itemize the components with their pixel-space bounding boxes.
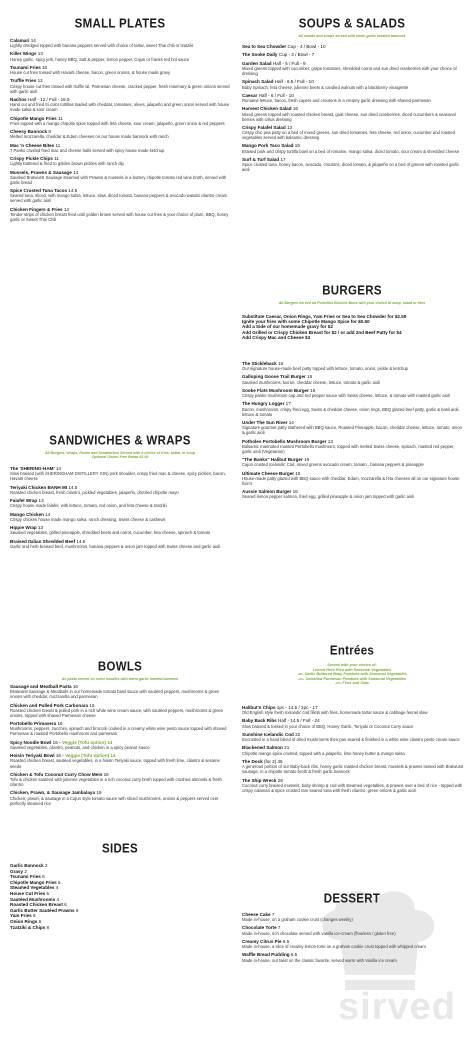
item-price: 16 (103, 771, 109, 777)
item-description: Chicken, prawn, & sausage in a Cajun style tomato sauce with sliced mushrooms, onions & peppers served over perfectly steamed rice (10, 795, 219, 806)
item-price: 16 (292, 489, 298, 495)
item-price: 17 (285, 401, 291, 407)
section-note: All pasta served on rotini noodles with warm garlic toasted bannock (61, 677, 179, 681)
item-description: Spice crusted tuna, honey bacon, avocado, croutons, diced tomato, & jalapeño on a bed of greens with roasted garlic aioli (242, 162, 459, 173)
item-name: Sooke Flats Mushroom Burger (242, 387, 309, 393)
item-name: Chicken Fingers & Fries (10, 206, 63, 212)
menu-item (242, 732, 464, 742)
item-name: The 'SHERING-HAM' (10, 466, 55, 471)
menu-item (242, 61, 464, 76)
menu-item (242, 388, 464, 398)
menu-item (10, 129, 232, 139)
menu-item (10, 116, 232, 126)
item-description: Seared tuna, sliced, with mango salsa, lettuce, slaw, diced tomato, banana peppers & avocado wasabi cilantro cream served with garlic aioli (10, 193, 228, 204)
item-name: The Dock (242, 758, 263, 764)
small-plates-list (8, 38, 232, 225)
entree-side-option: -or- Fries and Slaw (335, 681, 369, 686)
item-name: Spinach Salad (242, 79, 274, 85)
section-title: SOUPS & SALADS (298, 17, 406, 31)
item-price: 14 (288, 420, 294, 426)
menu-item (10, 170, 232, 185)
item-price: 12 (37, 78, 43, 84)
item-name: Mango Pork Taco Salad (242, 143, 294, 149)
item-price: 16 (278, 361, 284, 366)
item-name: Cheesy Bannock (10, 129, 48, 135)
item-price: 15 (294, 143, 300, 149)
item-name: Potholes Portobello Mushroom Burger (242, 438, 327, 444)
item-name: Cheese Cake (242, 912, 271, 917)
item-name: Chicken & Tofu Coconut Curry Chow Mein (10, 771, 103, 777)
item-name: Chipotle Mango Fries (10, 115, 57, 121)
item-name-line: Spicy Noodle Bowl 16 - Veggie (Tofu option) 14 (10, 739, 113, 745)
item-name: Hippie Wrap (10, 525, 37, 531)
item-description: Sautéed mushrooms, bacon, cheddar cheese, lettuce, tomato & garlic aioli (242, 379, 381, 385)
item-price: 16 (307, 374, 313, 380)
item-price: Half - 14.5 / Full - 24 (278, 718, 320, 724)
item-price: 7 (271, 912, 275, 917)
item-price: 6 (42, 874, 45, 880)
soups-section (240, 18, 464, 38)
item-name: Chocolate Torte (242, 925, 277, 931)
menu-item (10, 703, 232, 718)
item-name: House Cut Fries (10, 890, 46, 896)
veggie-option: Veggie (Tofu option) 14 (61, 739, 113, 745)
menu-item (10, 485, 232, 495)
item-name-line (242, 44, 464, 49)
item-name: Steamed Vegetables (10, 885, 55, 891)
item-name: Under The Sun River (242, 420, 288, 426)
item-name: Braised Italian Shredded Beef (10, 538, 76, 544)
menu-item (242, 718, 464, 728)
item-name: Caesar (242, 92, 258, 98)
item-description: Crispy chicken house made mango salsa, ranch dressing, Swiss cheese & cashews (10, 516, 166, 522)
item-name: Tzatziki & Chips (10, 924, 46, 930)
item-name: Onion Rings (10, 918, 38, 924)
item-description: Sautéed Bratwurst Sausage steamed with Prawns & mussels in a buttery chipotle tomato red wine broth, served with garlic bread (10, 174, 227, 185)
menu-item (242, 925, 464, 935)
menu-item (242, 457, 464, 467)
item-name: Crispy Pickle Chips (10, 156, 53, 162)
item-name: Surf & Turf Salad (242, 156, 280, 162)
item-name: Crispy Falafel Salad (242, 124, 286, 130)
item-name: Halibut'n Chips (242, 705, 276, 710)
menu-item (10, 51, 232, 61)
dessert-section (240, 893, 464, 905)
item-price: 16 (304, 457, 310, 463)
burger-addons (240, 314, 464, 340)
menu-item (10, 38, 232, 48)
section-title: Entrées (329, 644, 375, 658)
item-price: 16 (292, 106, 298, 112)
sides-list (8, 863, 232, 930)
item-description: Bratwurst Sausage & Meatballs in our homemade tomato basil sauce with sautéed peppers, mushrooms & green onions with cheddar, mozzarella and parmesan (10, 689, 220, 700)
item-description: Baby Spinach, feta cheese, julienne beets & candied walnuts with a blackberry vinaigrette (242, 84, 409, 90)
menu-item (242, 44, 464, 49)
item-price: 13 (327, 438, 333, 444)
section-title: SANDWICHES & WRAPS (49, 434, 191, 448)
item-description: Crispy chic pea patty on a bed of mixed greens, sun dried tomatoes, feta cheese, red onion, cucumber and roasted vegetables served with balsamic dressing (242, 130, 455, 141)
item-price: 2 (24, 868, 27, 874)
section-title: SIDES (101, 842, 138, 856)
menu-item (10, 188, 232, 203)
item-price: 16 (52, 739, 58, 745)
item-price: 16 (89, 702, 95, 708)
item-price: Half - 12 / Full - 16.5 (27, 97, 70, 103)
item-name: Creamy Citrus Pie (242, 938, 282, 944)
menu-item (10, 925, 232, 931)
soups-list (240, 44, 464, 176)
item-price: 29 (277, 777, 283, 783)
item-price: 14 (45, 511, 51, 517)
menu-item (10, 143, 232, 153)
menu-item (242, 705, 464, 715)
item-price: 10 (42, 64, 48, 70)
item-price: (for 2) 45 (263, 758, 283, 764)
item-description: Tofu & chicken sautéed with julienne vegetables in a rich coconut curry broth topped with crushed almonds & fresh cilantro (10, 777, 222, 788)
item-description: Crispy panko mushroom cap and red pepper sauce with Swiss cheese, lettuce, & tomato with roasted garlic aioli (242, 393, 450, 399)
item-name: Tsunami Fries (10, 64, 41, 70)
item-name: The Hungry Logger (242, 401, 285, 407)
item-price: 6 (38, 918, 42, 924)
entree-side-option: -or- Smashed Parmesan Potatoes with Seasonal Vegetables (298, 676, 406, 681)
item-description: Slow braised & tossed in your choice of BBQ, Honey Garlic, Teriyaki or Coconut Curry sauce (242, 723, 414, 729)
item-description: Roasted chicken breast, fresh cilantro, pickled vegetables, jalapeño, drizzled chipotle mayo (10, 489, 179, 495)
watermark-text: sirved (338, 986, 456, 1028)
item-price: 14.5 (76, 538, 86, 544)
item-name: Garlic Butter Sautéed Prawns (10, 907, 75, 913)
item-price: 17 (280, 156, 286, 162)
item-description: 7 Panko crusted fried mac and cheese balls served with spicy house made ketchup (10, 147, 165, 153)
item-name: Roasted Chicken Breast (10, 902, 63, 908)
item-name: Waffle Bread Pudding (242, 952, 290, 958)
item-description: Seared lemon pepper salmon, fried egg, grilled pineapple & onion jam topped with garlic aioli (242, 494, 415, 500)
item-price: Half - 5 / Full - 9 (272, 60, 306, 66)
section-note: All salads and soups served with warm garlic toasted bannock (298, 34, 406, 38)
item-description: Made in-house, a slice of creamy lemon torte on a graham cookie crust topped with whipped cream (242, 944, 426, 950)
menu-item (242, 374, 464, 384)
item-name: Killer Wings (10, 51, 37, 57)
burger-addon: Add Crispy Mac and Cheese $3 (242, 334, 311, 340)
item-description: Lightly dredged topped with banana peppers served with choice of tartar, sweet Thai chili or tzatziki (10, 43, 194, 49)
menu-item (10, 65, 232, 75)
item-description: Crispy house cut fries tossed with truffle oil, Parmesan cheese, cracked pepper, fresh rosemary & green onions served with garlic aioli (10, 83, 230, 94)
item-price: 8 (46, 924, 50, 930)
item-price: 11 (55, 142, 61, 148)
sides-section (8, 843, 232, 855)
item-price: 16 (55, 753, 61, 759)
item-description: Garlic and herb braised beef, mushrooms, banana peppers & onion jam topped with Swiss cheese and garlic aioli (10, 543, 221, 549)
item-name: Mussels, Prawns & Sausage (10, 169, 72, 175)
menu-item (242, 157, 464, 172)
item-name: Sausage and Meatball Pasta (10, 684, 72, 689)
section-title: BOWLS (97, 660, 143, 674)
item-price: 4 (55, 885, 59, 891)
item-name-line (10, 925, 232, 931)
menu-item (242, 759, 464, 774)
item-description: Sautéed vegetables, cilantro, peanuts, and chicken in a spicy peanut sauce (10, 744, 150, 750)
item-price: Cup - 4 / Bowl - 10 (287, 44, 326, 49)
item-price: 14 (73, 169, 79, 175)
burger-addon: Add a Side of our homemade gravy for $2 (242, 324, 333, 330)
item-price: 6.5 (282, 938, 290, 944)
item-price: Cup - 3 / Bowl - 7 (278, 52, 315, 58)
menu-item (242, 939, 464, 949)
item-name: Garlic Bannock (10, 863, 44, 868)
menu-item (242, 912, 464, 922)
entree-side-option: Lemon Herb Rice with Seasonal Vegetables (312, 667, 392, 672)
burger-addon: Substitute Caesar, Onion Rings, Yam Fries or Sea to Sea Chowder for $2.50 (242, 314, 407, 319)
item-name: Blackened Salmon (242, 745, 283, 751)
menu-item (242, 401, 464, 416)
item-description: Romaine lettuce, bacon, fresh capers and croutons in a creamy garlic dressing with shaved parmesan (242, 98, 431, 104)
menu-item (242, 125, 464, 140)
item-description: Made in-house, our twist on the classic favorite, served warm with Vanilla ice cream (242, 957, 397, 963)
item-name: The Stickleback (242, 361, 277, 366)
entree-notes (240, 663, 464, 686)
item-price: 11 (58, 115, 63, 121)
item-description: House-made patty glazed with BBQ sauce with cheddar, Edam, mozzarella & feta cheeses all on our signature house fixin's (242, 475, 460, 486)
entree-side-option: -or- Garlic Buttered Baby Potatoes with Seasonal Vegetables (297, 672, 407, 677)
item-price: 6 (64, 902, 67, 908)
menu-item (242, 420, 464, 435)
burger-addon: Ignite your fries with some Chipotle Mango Spice for $0.50 (242, 319, 370, 325)
item-price: 22 (295, 731, 301, 737)
item-price: 6 (58, 879, 61, 885)
item-description: Roasted chicken breast & pulled pork in a rich white wine cream sauce, with sautéed peppers, mushrooms & green onions, topped with shaved Parmesan cheese (10, 707, 224, 718)
menu-item (242, 79, 464, 89)
item-name-line: Hoisin Teriyaki Bowl 16 - Veggie (Tofu option) 14 (10, 753, 116, 759)
item-name: Ultimate Cheese Burger (242, 470, 295, 476)
item-name: Chipotle Mango Fries (10, 879, 57, 885)
section-note: All Burgers served on Portofino Brioche Buns with your choice of soup, salad or fries (278, 301, 426, 305)
menu-item (242, 745, 464, 755)
item-name: Chicken and Pulled Pork Carbonara (10, 702, 89, 708)
item-name: Nachos (10, 97, 27, 103)
menu-item (10, 740, 232, 750)
item-name: Harvest Chicken Salad (242, 106, 292, 112)
menu-item (10, 790, 232, 805)
item-description: Signature gourmet patty slathered with BBQ sauce, Roasted Pineapple, bacon, cheddar cheese, lettuce, tomato, onion & garlic aioli (242, 425, 462, 436)
menu-item (10, 97, 232, 112)
item-name: The Ship Wreck (242, 777, 277, 783)
sandwiches-list (8, 466, 232, 552)
item-description: Fries topped with a mango chipotle spice topped with feta cheese, sour cream, jalapeño, green onion & red peppers (10, 120, 225, 126)
section-title: SMALL PLATES (74, 17, 166, 31)
item-description: Mixed greens topped with roasted chicken breast, goat cheese, sun dried cranberries, diced cucumbers & seasonal berries with citrus dressing (242, 111, 456, 122)
item-price: 19 (96, 790, 102, 796)
burger-addon: Add Grilled or Crispy Chicken Breast for $2 / or add 2nd Beef Patty for $4 (242, 329, 402, 335)
item-price: 16 (310, 387, 316, 393)
item-description: Chipotle mango spice crusted, topped with a jalapeño, lime honey butter & mango salsa (242, 750, 405, 756)
item-description: Our signature house-made beef patty topped with lettuce, tomato, onion, pickle & ketchup (242, 366, 408, 372)
dessert-list (240, 912, 464, 966)
menu-item (10, 753, 232, 768)
item-name: Chicken, Prawn, & Sausage Jambalaya (10, 790, 96, 796)
item-name: Yam Fries (10, 913, 32, 919)
item-price: 14 (30, 38, 36, 43)
entrees-section (240, 645, 464, 657)
item-price: 14.5 (68, 188, 78, 194)
item-description: Coconut curry braised mussels, baby shrimp & cod with steamed vegetables, & prawns over a bed of rice - topped with crispy calamari & spice crusted rare seared tuna with fresh cilantro, green onions & garlic aioli (242, 782, 463, 793)
item-description: Braised pork and crispy tortilla bowl on a bed of romaine, mango salsa, diced tomato, sour cream & shredded cheese (242, 148, 460, 154)
menu-item (242, 93, 464, 103)
menu-item (242, 439, 464, 454)
item-price: 14 (55, 466, 61, 471)
item-description: Sautéed vegetables, grilled pineapple, shredded beets and carrot, cucumber, feta cheese, spinach & tomato (10, 530, 211, 536)
sandwiches-section (8, 435, 232, 460)
item-description: Cajun crusted Icelandic Cod, mixed greens avocado cream, tomato , banana peppers & pineapple (242, 462, 424, 468)
item-price: 21 (284, 745, 290, 751)
item-price: 13 (38, 498, 44, 504)
menu-item (10, 684, 232, 699)
item-name: Mango Chicken (10, 511, 44, 517)
menu-item (242, 361, 464, 371)
burgers-section (240, 285, 464, 305)
item-description: Hand cut and fried tri color tortillas loaded with cheddar, tomatoes, olives, jalapeño and green onion served with house made salsa & sour cream (10, 102, 230, 113)
section-title: DESSERT (323, 892, 381, 906)
section-title: BURGERS (322, 284, 382, 298)
item-description: Tender strips of chicken breast fried until golden brown served with house cut fries & your choice of plum, BBQ, honey garlic or Sweet Thai Chili (10, 211, 229, 222)
item-price: 16 (295, 470, 301, 476)
item-name: Spicy Noodle Bowl (10, 739, 52, 745)
item-price: 4 (56, 896, 60, 902)
item-description: Encrusted in a hand blend of dried mushrooms then pan seared & finished in a white wine cilantro pesto cream sauce (242, 737, 460, 743)
menu-item (10, 498, 232, 508)
item-name: Garden Salad (242, 60, 272, 66)
menu-item (242, 489, 464, 499)
item-description: Balsamic marinated roasted Portobello mushroom, topped with melted Swiss cheese, spinach, roasted red pepper, garlic aioli (Vegetarian) (242, 443, 455, 454)
menu-item (10, 772, 232, 787)
item-price: 14 (63, 206, 69, 212)
menu-item (242, 106, 464, 121)
item-description: Crispy house made falafel, with lettuce, tomato, red onion, and feta cheese & tzatziki (10, 503, 167, 509)
item-name: Portobello Primavera (10, 721, 57, 727)
item-name: Falafel Wrap (10, 498, 38, 504)
item-description: Made in-house, on a graham cookie crust (changes weekly) (242, 917, 353, 923)
menu-item (10, 539, 232, 549)
item-name: Spice Crusted Tuna Tacos (10, 188, 68, 194)
item-name-line (242, 52, 464, 57)
menu-item (10, 78, 232, 93)
item-price: 11 (54, 156, 59, 162)
menu-item (10, 207, 232, 222)
menu-item (10, 721, 232, 736)
item-price: 1pc - 14.5 / 2pc - 17 (276, 705, 318, 710)
item-description: Old English style fresh Icelandic cod fillets with fries, homemade tartar sauce & cabbage fennel slaw (242, 710, 428, 716)
item-description: Roasted chicken breast, sautéed vegetables, in a hoisin Teriyaki sauce, topped with fresh lime, cilantro & sesame seeds (10, 758, 220, 769)
burgers-list (240, 361, 464, 503)
item-name: Truffle Fries (10, 78, 37, 84)
item-description: Melted mozzarella, cheddar & Edam cheeses on our house made bannock with ranch (10, 134, 169, 140)
item-name: Baby Back Ribs (242, 718, 277, 724)
menu-item (10, 156, 232, 166)
menu-item (242, 778, 464, 793)
item-description: Lightly battered & fried to golden brown pickles with ranch dip (10, 161, 124, 167)
menu-item (242, 471, 464, 486)
item-name: Mac 'n Cheese Bites (10, 142, 55, 148)
item-description: Mushrooms, peppers, zucchini, spinach and broccoli cooked in a creamy white wine pesto sauce topped with shaved Parmesan & roasted Portobello mushroom and parmesan (10, 726, 227, 737)
item-price: 13 (37, 51, 43, 57)
veggie-option: Veggie (Tofu option) 14 (65, 753, 116, 759)
item-price: 5 (46, 890, 50, 896)
item-price: 13 (38, 525, 44, 531)
menu-item (10, 525, 232, 535)
item-price: 6 (75, 907, 79, 913)
item-description: Made in-house, rich chocolate served with vanilla ice-cream (flourless / gluten free) (242, 930, 396, 936)
item-name: Calamari (10, 38, 30, 43)
item-description: Bacon, mushrooms, crispy fried egg, Swiss & cheddar cheese, onion rings, BBQ glazed beef patty, garlic & basil aioli, lettuce & tomato (242, 406, 460, 417)
menu-item (242, 952, 464, 962)
item-name: Hoisin Teriyaki Bowl (10, 753, 55, 759)
entrees-list (240, 705, 464, 796)
menu-item (242, 143, 464, 153)
item-price: 2 (44, 863, 48, 868)
bowls-section (8, 661, 232, 681)
item-price: 13 (286, 124, 293, 130)
menu-item (242, 52, 464, 57)
bowls-list (8, 684, 232, 809)
item-name: Sautéed Mushrooms (10, 896, 56, 902)
item-price: 8 (48, 129, 51, 135)
item-price: 16 (57, 721, 63, 727)
item-price: 14.5 (68, 484, 78, 490)
item-description: A generous portion of our Baby-back ribs, honey garlic roasted chicken breast, mussels & prawns tossed with Bratwurst sausage, in a chipotle tomato broth & fresh garlic bannock (242, 764, 464, 775)
item-name: The Sooke Daily (242, 52, 278, 58)
item-name: Sea to Sea Chowder (242, 44, 287, 49)
item-price: 16 (72, 684, 78, 689)
menu-item (10, 512, 232, 522)
entree-side-option: Served with your choice of: (327, 663, 377, 667)
item-price: Half - 6 / Full - 10 (258, 92, 294, 98)
item-name: Galloping Goose Trail Burger (242, 374, 306, 380)
item-name: "The Banks" Halibut Burger (242, 457, 303, 463)
item-name: Sunshine Icelandic Cod (242, 731, 294, 737)
menu-item (10, 466, 232, 481)
item-price: 6 (33, 913, 36, 919)
item-name: Teriyaki Chicken BANH MI (10, 484, 68, 490)
item-description: Honey garlic, spicy jerk, honey BBQ, Salt & pepper, lemon pepper, Cajun or franks red hot sauce (10, 56, 190, 62)
section-note: All Burgers, Wraps, Panini and Sandwiches Served with a choice of fries, salad, or soup (44, 451, 196, 455)
item-price: Half - 6.5 / Full - 10 (274, 79, 314, 85)
section-note: Optional Gluten Free Bread $1.00 (91, 455, 149, 460)
item-name: Gravy (10, 868, 24, 874)
item-description: House cut fries tossed with Havarti cheese, bacon, green onions, & house made gravy (10, 70, 171, 76)
item-description: Mixed greens topped with cucumber, grape tomatoes, shredded carrot and sun dried cranberries with your choice of dressing (242, 65, 457, 77)
item-name: Tsunami Fries (10, 874, 41, 880)
item-description: Slow braised (with SHERINGHAM DISTILLERY GIN) pork shoulder, crispy fried mac & cheese, spicy pickles, bacon, Havarti cheese (10, 471, 226, 482)
item-price: 6.5 (290, 952, 298, 958)
item-name: Aussie Salmon Burger (242, 489, 292, 495)
small-plates-section (8, 18, 232, 30)
item-price: 7 (277, 925, 281, 931)
